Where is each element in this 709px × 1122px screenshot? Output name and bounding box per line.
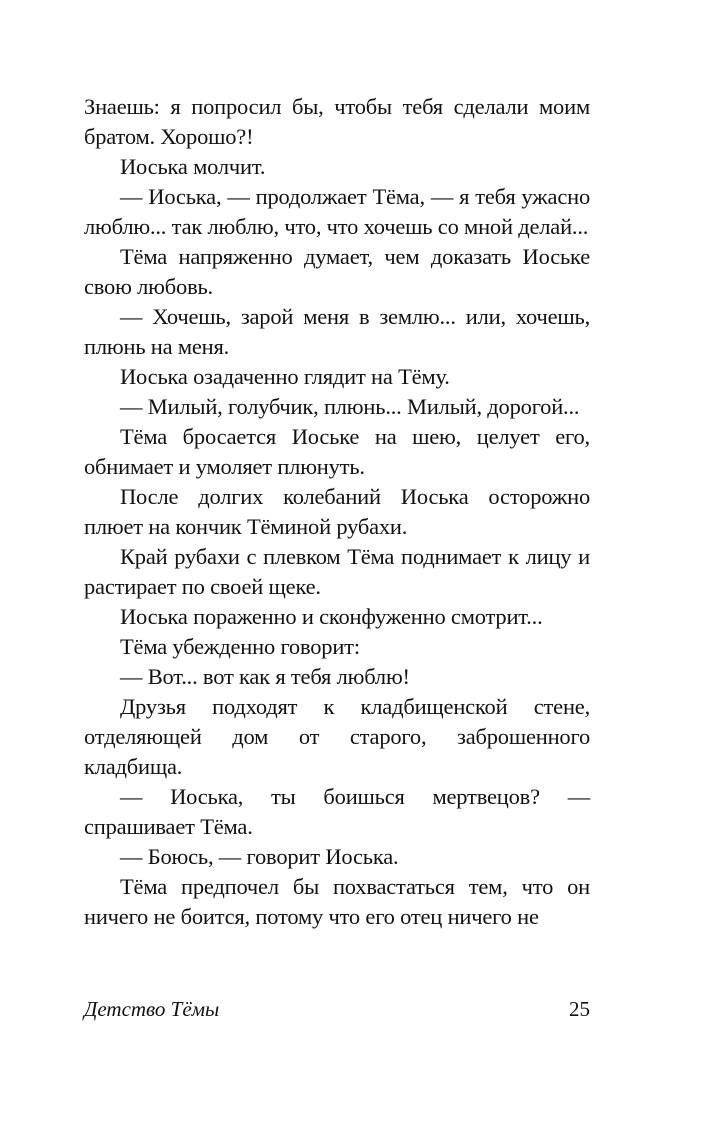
paragraph-1: Знаешь: я попросил бы, чтобы тебя сделали моим братом. Хорошо?! <box>84 94 590 149</box>
running-title: Детство Тёмы <box>84 997 220 1021</box>
paragraph-8: Тёма бросается Иоське на шею, целует его, обнимает и умоляет плюнуть. <box>84 424 590 479</box>
paragraph-3: — Иоська, — продолжает Тёма, — я тебя ужасно люблю... так люблю, что, что хочешь со мной делай... <box>84 184 590 239</box>
paragraph-15: — Иоська, ты боишься мертвецов? — спрашивает Тёма. <box>84 784 590 839</box>
paragraph-16: — Боюсь, — говорит Иоська. <box>120 844 399 869</box>
paragraph-11: Иоська пораженно и сконфуженно смотрит... <box>120 604 543 629</box>
paragraph-9: После долгих колебаний Иоська осторожно плюет на кончик Тёминой рубахи. <box>84 484 590 539</box>
book-page-text <box>84 92 590 932</box>
paragraph-14: Друзья подходят к кладбищенской стене, отделяющей дом от старого, заброшенного кладбища. <box>84 694 590 779</box>
paragraph-7: — Милый, голубчик, плюнь... Милый, дорогой... <box>120 394 580 419</box>
paragraph-13: — Вот... вот как я тебя люблю! <box>120 664 410 689</box>
paragraph-17: Тёма предпочел бы похвастаться тем, что он ничего не боится, потому что его отец ничего не <box>84 874 590 929</box>
paragraph-5: — Хочешь, зарой меня в землю... или, хочешь, плюнь на меня. <box>84 304 590 359</box>
paragraph-4: Тёма напряженно думает, чем доказать Иоське свою любовь. <box>84 244 590 299</box>
paragraph-10: Край рубахи с плевком Тёма поднимает к лицу и растирает по своей щеке. <box>84 544 590 599</box>
paragraph-2: Иоська молчит. <box>120 154 266 179</box>
paragraph-6: Иоська озадаченно глядит на Тёму. <box>120 364 450 389</box>
paragraph-12: Тёма убежденно говорит: <box>120 634 360 659</box>
page-number: 25 <box>569 997 590 1021</box>
